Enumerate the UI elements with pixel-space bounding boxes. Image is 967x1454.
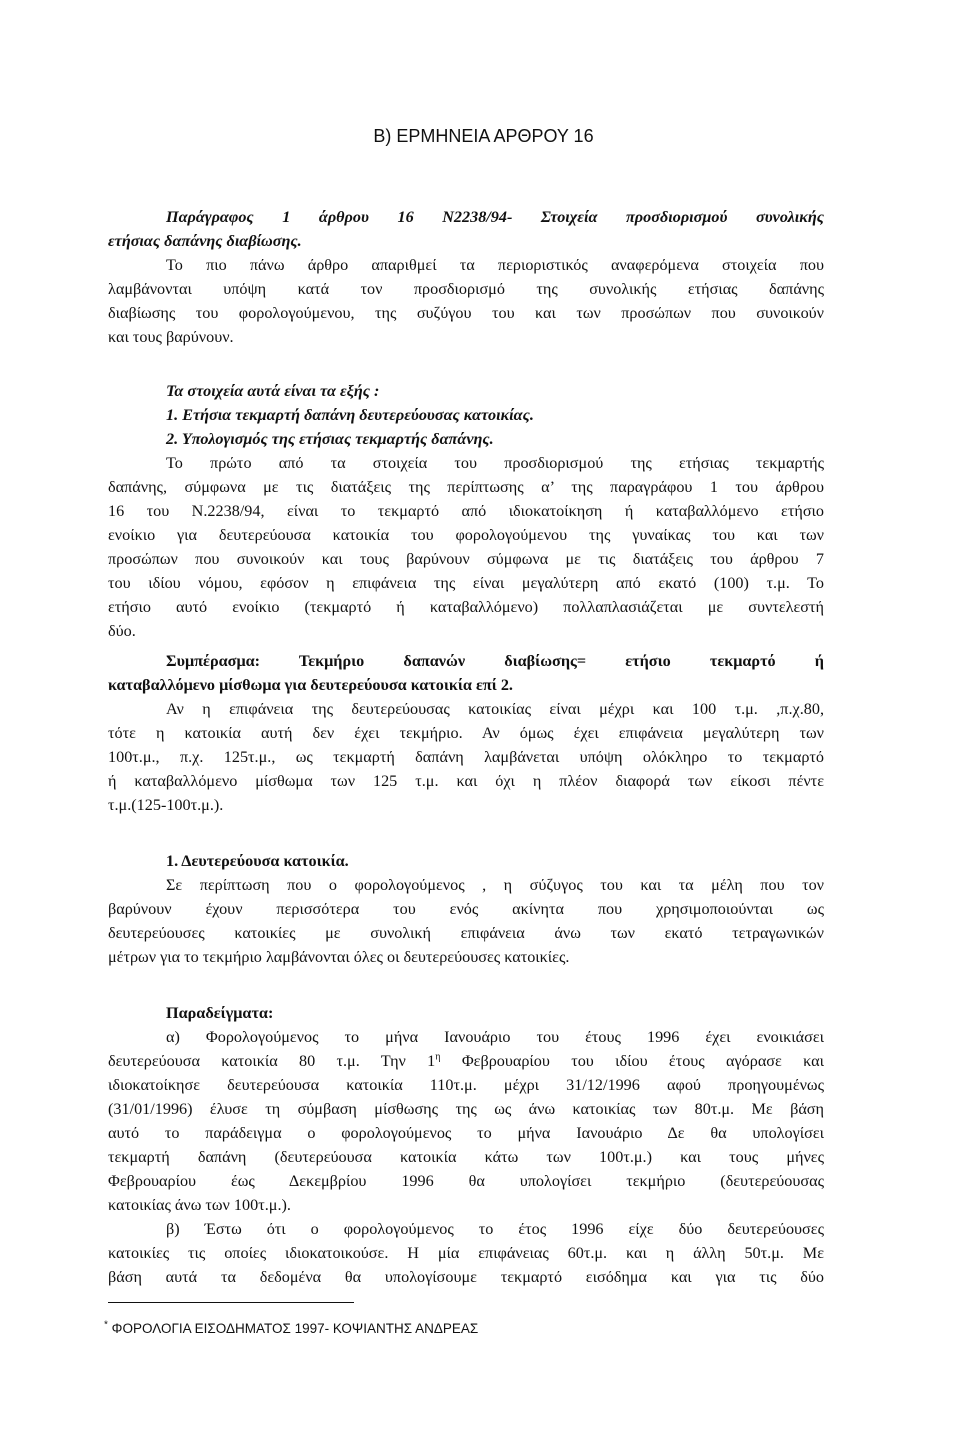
footnote bbox=[104, 1320, 478, 1338]
text-line: μέτρων για το τεκμήριο λαμβάνονται όλες οι δευτερεύουσες κατοικίες. bbox=[108, 948, 570, 966]
footnote-rule bbox=[108, 1302, 354, 1303]
text-line: δευτερεύουσες κατοικίες με συνολική επιφάνεια άνω των εκατό τετραγωνικών bbox=[108, 924, 824, 942]
text-line: λαμβάνονται υπόψη κατά τον προσδιορισμό της συνολικής ετήσιας δαπάνης bbox=[108, 280, 824, 298]
text-line: α) Φορολογούμενος το μήνα Ιανουάριο του έτους 1996 έχει ενοικιάσει bbox=[166, 1028, 824, 1046]
text-line: (31/01/1996) έλυσε τη σύμβαση μίσθωσης της ως άνω κατοικίας των 80τ.μ. Με βάση bbox=[108, 1100, 824, 1118]
text-line: Συμπέρασμα: Τεκμήριο δαπανών διαβίωσης= ετήσιο τεκμαρτό ή bbox=[166, 652, 824, 670]
text-line: τ.μ.(125-100τ.μ.). bbox=[108, 796, 224, 814]
text-line: διαβίωσης του φορολογούμενου, της συζύγου του και των προσώπων που συνοικούν bbox=[108, 304, 824, 322]
text-line: ή καταβαλλόμενο μίσθωμα των 125 τ.μ. και όχι η πλέον διαφορά των είκοσι πέντε bbox=[108, 772, 824, 790]
text-line: βαρύνουν έχουν περισσότερα του ενός ακίνητα που χρησιμοποιούνται ως bbox=[108, 900, 824, 918]
text-line: Τα στοιχεία αυτά είναι τα εξής : bbox=[166, 382, 380, 400]
text-line: Σε περίπτωση που ο φορολογούμενος , η σύζυγος του και τα μέλη που τον bbox=[166, 876, 824, 894]
text-line: Το πιο πάνω άρθρο απαριθμεί τα περιοριστικός αναφερόμενα στοιχεία που bbox=[166, 256, 824, 274]
text-line: προσώπων που συνοικούν και τους βαρύνουν σύμφωνα με τις διατάξεις του άρθρου 7 bbox=[108, 550, 824, 568]
text-line: καταβαλλόμενο μίσθωμα για δευτερεύουσα κατοικία επί 2. bbox=[108, 676, 513, 694]
page-title: B) ΕΡΜΗΝΕΙΑ ΑΡΘΡΟΥ 16 bbox=[373, 126, 594, 146]
text-line: Το πρώτο από τα στοιχεία του προσδιορισμού της ετήσιας τεκμαρτής bbox=[166, 454, 824, 472]
text-line: ετήσιας δαπάνης διαβίωσης. bbox=[108, 232, 302, 250]
text-line: δύο. bbox=[108, 622, 136, 640]
text-line: του ιδίου νόμου, εφόσον η επιφάνεια της είναι μεγαλύτερη από εκατό (100) τ.μ. Το bbox=[108, 574, 824, 592]
text-line: 1. Δευτερεύουσα κατοικία. bbox=[166, 852, 349, 870]
footnote-marker: * bbox=[104, 1319, 108, 1331]
text-line: δαπάνης, σύμφωνα με τις διατάξεις της περίπτωσης α’ της παραγράφου 1 του άρθρου bbox=[108, 478, 824, 496]
text-line: κατοικίες τις οποίες ιδιοκατοικούσε. Η μία επιφάνειας 60τ.μ. και η άλλη 50τ.μ. Με bbox=[108, 1244, 824, 1262]
text-line: δευτερεύουσα κατοικία 80 τ.μ. Την $1^\eta$ Φεβρουαρίου του ιδίου έτους αγόρασε και bbox=[108, 1051, 824, 1070]
text-line: και τους βαρύνουν. bbox=[108, 328, 234, 346]
text-line: τεκμαρτή δαπάνη (δευτερεύουσα κατοικία κάτω των 100τ.μ.) και τους μήνες bbox=[108, 1148, 824, 1166]
text-line: 100τ.μ., π.χ. 125τ.μ., ως τεκμαρτή δαπάνη λαμβάνεται υπόψη ολόκληρο το τεκμαρτό bbox=[108, 748, 824, 766]
text-line: Φεβρουαρίου έως Δεκεμβρίου 1996 θα υπολογίσει τεκμήριο (δευτερεύουσας bbox=[108, 1172, 824, 1190]
text-line: Παράγραφος 1 άρθρου 16 Ν2238/94- Στοιχεία προσδιορισμού συνολικής bbox=[166, 208, 824, 226]
text-line: Αν η επιφάνεια της δευτερεύουσας κατοικίας είναι μέχρι και 100 τ.μ. ,π.χ.80, bbox=[166, 700, 824, 718]
text-line: 1. Ετήσια τεκμαρτή δαπάνη δευτερεύουσας κατοικίας. bbox=[166, 406, 534, 424]
text-line: τότε η κατοικία αυτή δεν έχει τεκμήριο. Αν όμως έχει επιφάνεια μεγαλύτερη των bbox=[108, 724, 824, 742]
text-line: 2. Υπολογισμός της ετήσιας τεκμαρτής δαπάνης. bbox=[166, 430, 494, 448]
footnote-text: ΦΟΡΟΛΟΓΙΑ ΕΙΣΟΔΗΜΑΤΟΣ 1997- ΚΟΨΙΑΝΤΗΣ ΑΝΔΡΕΑΣ bbox=[111, 1321, 479, 1336]
text-line: βάση αυτά τα δεδομένα θα υπολογίσουμε τεκμαρτό εισόδημα και για τις δύο bbox=[108, 1268, 824, 1286]
text-line: ιδιοκατοίκησε δευτερεύουσα κατοικία 110τ.μ. μέχρι 31/12/1996 αφού προηγουμένως bbox=[108, 1076, 824, 1094]
text-line: β) Έστω ότι ο φορολογούμενος το έτος 1996 είχε δύο δευτερεύουσες bbox=[166, 1220, 824, 1238]
text-line: αυτό το παράδειγμα ο φορολογούμενος το μήνα Ιανουάριο Δε θα υπολογίσει bbox=[108, 1124, 824, 1142]
text-line: ετήσιο αυτό ενοίκιο (τεκμαρτό ή καταβαλλόμενο) πολλαπλασιάζεται με συντελεστή bbox=[108, 598, 824, 616]
text-line: 16 του Ν.2238/94, είναι το τεκμαρτό από ιδιοκατοίκηση ή καταβαλλόμενο ετήσιο bbox=[108, 502, 824, 520]
text-line: Παραδείγματα: bbox=[166, 1004, 274, 1022]
text-line: ενοίκιο για δευτερεύουσα κατοικία του φορολογούμενου της γυναίκας του και των bbox=[108, 526, 824, 544]
text-line: κατοικίας άνω των 100τ.μ.). bbox=[108, 1196, 291, 1214]
